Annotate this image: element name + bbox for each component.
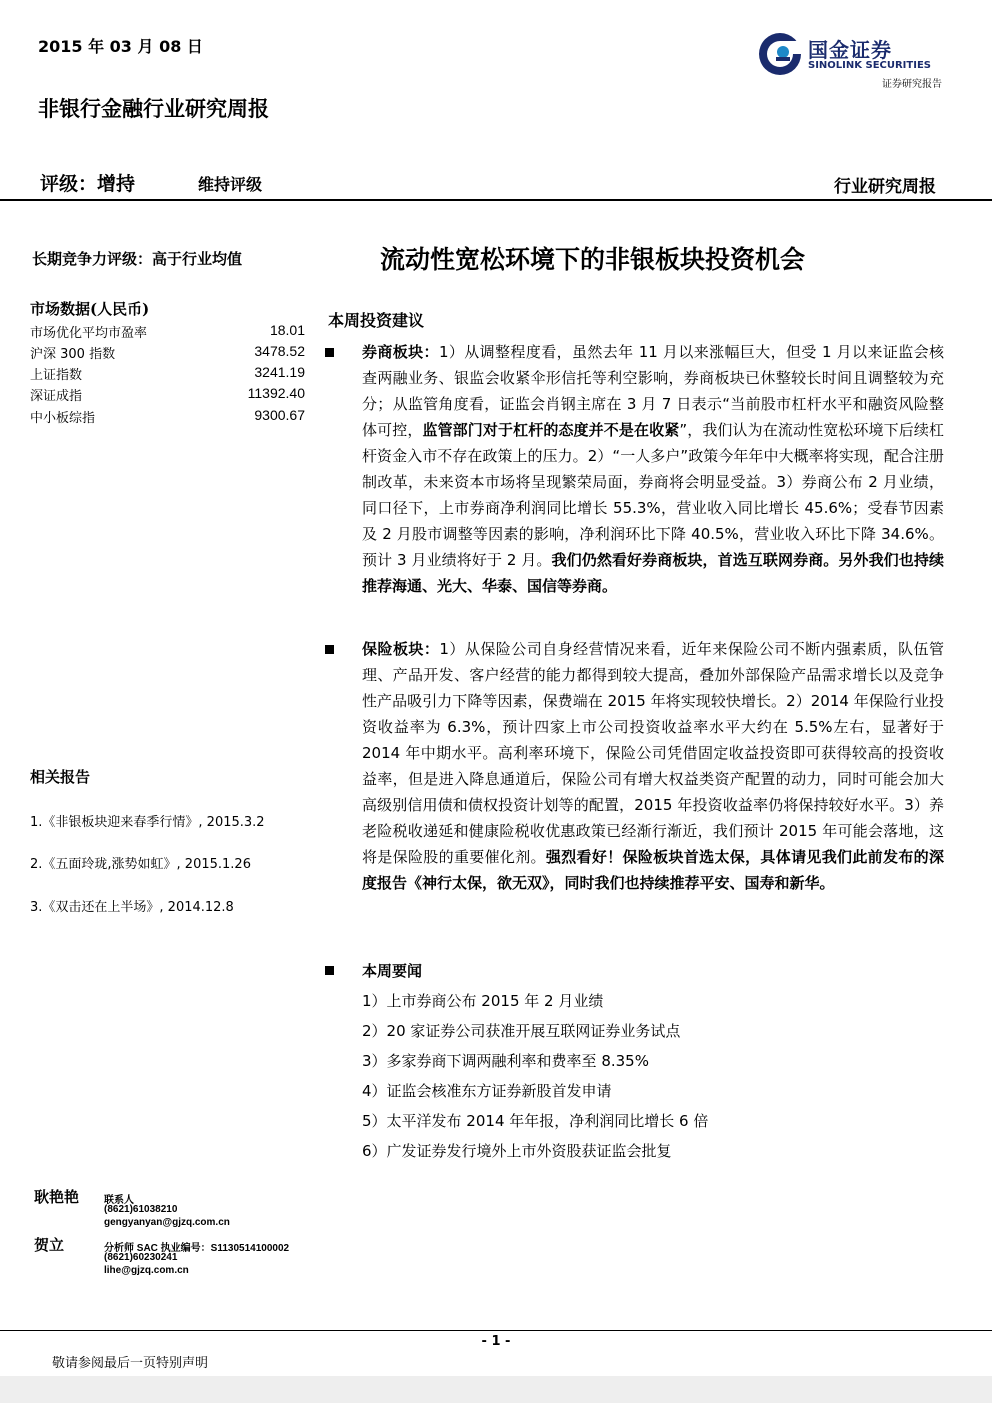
analyst-email[interactable]: gengyanyan@gjzq.com.cn bbox=[104, 1217, 230, 1228]
news-item: 1）上市券商公布 2015 年 2 月业绩 bbox=[362, 992, 604, 1010]
weekly-news-title: 本周要闻 bbox=[362, 962, 423, 980]
report-headline: 流动性宽松环境下的非银板块投资机会 bbox=[380, 245, 806, 274]
broker-lead: 券商板块： bbox=[362, 343, 439, 361]
market-value: 18.01 bbox=[269, 322, 305, 338]
document-title: 非银行金融行业研究周报 bbox=[38, 96, 269, 121]
related-report-link[interactable]: 1.《非银板块迎来春季行情》, 2015.3.2 bbox=[30, 815, 265, 830]
maintain-rating-label: 维持评级 bbox=[198, 175, 263, 194]
market-label: 中小板综指 bbox=[30, 411, 96, 426]
logo-cn-text: 国金证券 bbox=[808, 38, 892, 62]
analyst-name: 贺立 bbox=[34, 1236, 65, 1254]
market-row bbox=[30, 407, 305, 428]
analyst-email[interactable]: lihe@gjzq.com.cn bbox=[104, 1265, 189, 1276]
market-row bbox=[30, 385, 305, 406]
insurance-text-1: 1）从保险公司自身经营情况来看，近年来保险公司不断内强素质，队伍管理、产品开发、客户经营的能力都得到较大提高，叠加外部保险产品需求增长以及竞争性产品吸引力下降等因素，保费端在 2015 年将实现较快增长。2）2014 年保险行业投资收益率为 6.3%，预计四家上市公司投资收益率水平大约在 5.5%左右，显著好于 2014 年中期水平。高利率环境下，保险公司凭借固定收益投资即可获得较高的投资收益率，但是进入降息通道后，保险公司有增大权益类资产配置的动力，同时可能会加大高级别信用债和债权投资计划等的配置，2015 年投资收益率仍将保持较好水平。3）养老险税收递延和健康险税收优惠政策已经渐行渐近，我们预计 2015 年可能会落地，这将是保险股的重要催化剂。 bbox=[362, 640, 944, 866]
analyst-role: 联系人 bbox=[104, 1195, 134, 1206]
market-label: 市场优化平均市盈率 bbox=[30, 326, 148, 341]
market-label: 深证成指 bbox=[30, 389, 83, 404]
insurance-bold-1: 强烈看好！保险板块首选太保，具体请见我们此前发布的深度报告《神行太保，欲无双》，同时我们也持续推荐平安、国寿和新华。 bbox=[362, 848, 944, 892]
analyst-phone: (8621)61038210 bbox=[104, 1204, 178, 1215]
market-value: 11392.40 bbox=[247, 385, 305, 401]
header-divider bbox=[0, 199, 992, 201]
report-type-label: 行业研究周报 bbox=[834, 177, 936, 197]
broker-paragraph bbox=[362, 339, 944, 599]
related-report-link[interactable]: 2.《五面玲珑,涨势如虹》, 2015.1.26 bbox=[30, 857, 251, 872]
market-label: 沪深 300 指数 bbox=[30, 347, 116, 362]
analyst-phone: (8621)60230241 bbox=[104, 1252, 178, 1263]
broker-bold-1: 监管部门对于杠杆的态度并不是在收紧 bbox=[422, 421, 680, 439]
market-value: 9300.67 bbox=[254, 407, 305, 423]
insurance-paragraph bbox=[362, 636, 944, 896]
insurance-lead: 保险板块： bbox=[362, 640, 440, 658]
market-data-title: 市场数据(人民币) bbox=[30, 300, 150, 318]
bullet-square-icon bbox=[325, 348, 334, 357]
broker-text-2: ”，我们认为在流动性宽松环境下后续杠杆资金入市不存在政策上的压力。2）“一人多户”政策今年年中大概率将实现，配合注册制改革，未来资本市场将呈现繁荣局面，券商将会明显受益。3）券商公布 2 月业绩，同口径下，上市券商净利润同比增长 55.3%，营业收入同比增长 45.6%；受春节因素及 2 月股市调整等因素的影响，净利润环比下降 40.5%，营业收入环比下降 34.6%。预计 3 月业绩将好于 2 月。 bbox=[362, 421, 944, 569]
sinolink-logo-icon bbox=[756, 30, 804, 78]
news-item: 4）证监会核准东方证券新股首发申请 bbox=[362, 1082, 612, 1100]
broker-text-1: 1）从调整程度看，虽然去年 11 月以来涨幅巨大，但受 1 月以来证监会核查两融业务、银监会收紧伞形信托等利空影响，券商板块已休整较长时间且调整较为充分；从监管角度看，证监会肖钢主席在 3 月 7 日表示“当前股市杠杆水平和融资风险整体可控， bbox=[362, 343, 944, 439]
news-item: 6）广发证券发行境外上市外资股获证监会批复 bbox=[362, 1142, 672, 1160]
market-value: 3478.52 bbox=[254, 343, 305, 359]
market-value: 3241.19 bbox=[254, 364, 305, 380]
market-row bbox=[30, 364, 305, 385]
related-reports-title: 相关报告 bbox=[30, 768, 91, 786]
logo-subtitle: 证券研究报告 bbox=[882, 79, 942, 90]
report-date: 2015 年 03 月 08 日 bbox=[38, 37, 203, 56]
related-report-link[interactable]: 3.《双击还在上半场》, 2014.12.8 bbox=[30, 900, 234, 915]
news-item: 5）太平洋发布 2014 年年报，净利润同比增长 6 倍 bbox=[362, 1112, 709, 1130]
news-item: 3）多家券商下调两融利率和费率至 8.35% bbox=[362, 1052, 649, 1070]
analyst-name: 耿艳艳 bbox=[34, 1188, 80, 1206]
broker-bold-2: 我们仍然看好券商板块，首选互联网券商。另外我们也持续推荐海通、光大、华泰、国信等券商。 bbox=[362, 551, 944, 595]
analyst-role: 分析师 SAC 执业编号：S1130514100002 bbox=[104, 1243, 290, 1254]
disclaimer-note: 敬请参阅最后一页特别声明 bbox=[52, 1356, 209, 1371]
market-label: 上证指数 bbox=[30, 368, 83, 383]
news-item: 2）20 家证券公司获准开展互联网证券业务试点 bbox=[362, 1022, 681, 1040]
page-number: - 1 - bbox=[481, 1334, 511, 1349]
footer-divider bbox=[0, 1330, 992, 1331]
bullet-square-icon bbox=[325, 645, 334, 654]
footer-band bbox=[0, 1376, 992, 1403]
bullet-square-icon bbox=[325, 966, 334, 975]
market-row bbox=[30, 322, 305, 343]
logo-en-text: SINOLINK SECURITIES bbox=[808, 60, 931, 71]
rating-label: 评级：增持 bbox=[40, 173, 136, 195]
competition-rating: 长期竞争力评级：高于行业均值 bbox=[32, 250, 243, 268]
market-row bbox=[30, 343, 305, 364]
investment-advice-title: 本周投资建议 bbox=[328, 311, 425, 330]
